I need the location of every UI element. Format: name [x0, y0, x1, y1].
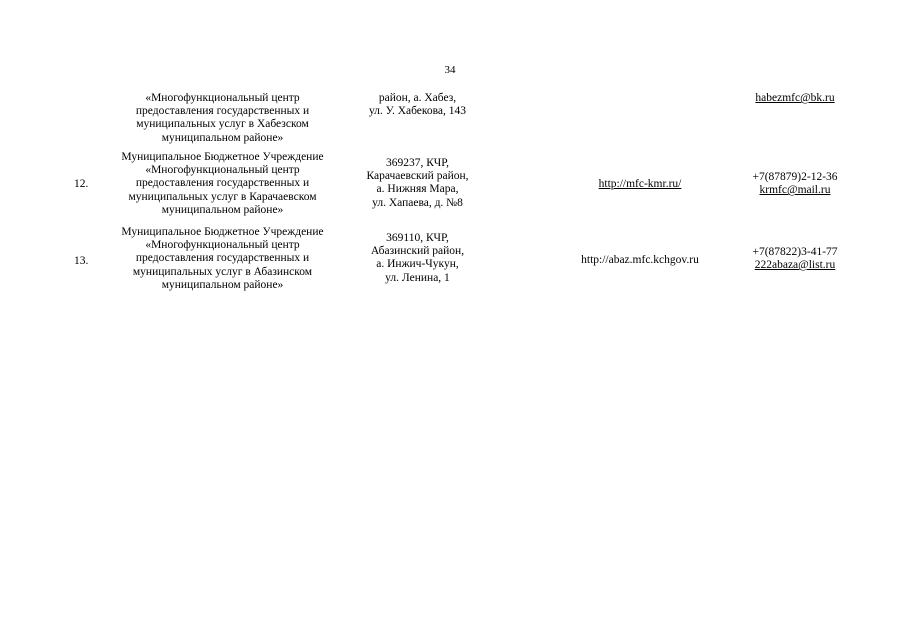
org-name-line: предоставления государственных и [135, 252, 310, 265]
org-name [100, 151, 345, 217]
org-name-line: предоставления государственных и [135, 177, 310, 190]
row-number: 12. [74, 178, 89, 190]
org-contacts [725, 92, 865, 105]
org-name-line: муниципальных услуг в Хабезском [136, 118, 309, 131]
address-line: 369110, КЧР, [386, 232, 449, 244]
org-contacts [725, 246, 865, 272]
address-line: ул. Хапаева, д. №8 [372, 196, 463, 209]
org-name [100, 226, 345, 292]
email-link[interactable]: habezmfc@bk.ru [755, 92, 835, 104]
org-name-line: муниципальном районе» [161, 131, 284, 144]
address-line: район, а. Хабез, [378, 92, 457, 104]
page-number: 34 [444, 64, 456, 76]
address-line: ул. Ленина, 1 [385, 271, 450, 284]
address-line: Карачаевский район, [366, 170, 469, 183]
email-link[interactable]: 222abaza@list.ru [754, 259, 836, 272]
org-name-line: муниципальных услуг в Абазинском [132, 265, 313, 278]
org-website [545, 254, 735, 267]
address-line: 369237, КЧР, [385, 157, 450, 169]
org-name-line: Муниципальное Бюджетное Учреждение [121, 151, 324, 163]
org-name-line: «Многофункциональный центр [145, 164, 300, 177]
email-link[interactable]: krmfc@mail.ru [759, 184, 831, 197]
address-line: ул. У. Хабекова, 143 [368, 105, 467, 118]
phone-number: +7(87879)2-12-36 [752, 171, 838, 183]
row-number: 13. [74, 255, 89, 267]
org-address [340, 232, 495, 285]
org-name-line: муниципальном районе» [161, 203, 284, 216]
website-text: http://abaz.mfc.kchgov.ru [581, 254, 699, 266]
address-line: а. Нижняя Мара, [376, 183, 459, 196]
org-address [340, 92, 495, 118]
org-address [340, 157, 495, 210]
org-name-line: Муниципальное Бюджетное Учреждение [121, 226, 324, 238]
website-link[interactable]: http://mfc-kmr.ru/ [598, 178, 682, 190]
org-name-line: «Многофункциональный центр [145, 92, 300, 104]
phone-number: +7(87822)3-41-77 [752, 246, 838, 258]
address-line: Абазинский район, [370, 245, 465, 258]
org-name-line: предоставления государственных и [135, 105, 310, 118]
org-contacts [725, 171, 865, 197]
org-website [545, 178, 735, 191]
org-name-line: муниципальном районе» [161, 278, 284, 291]
org-name [100, 92, 345, 145]
address-line: а. Инжич-Чукун, [376, 258, 459, 271]
org-name-line: муниципальных услуг в Карачаевском [128, 190, 317, 203]
org-name-line: «Многофункциональный центр [145, 239, 300, 252]
